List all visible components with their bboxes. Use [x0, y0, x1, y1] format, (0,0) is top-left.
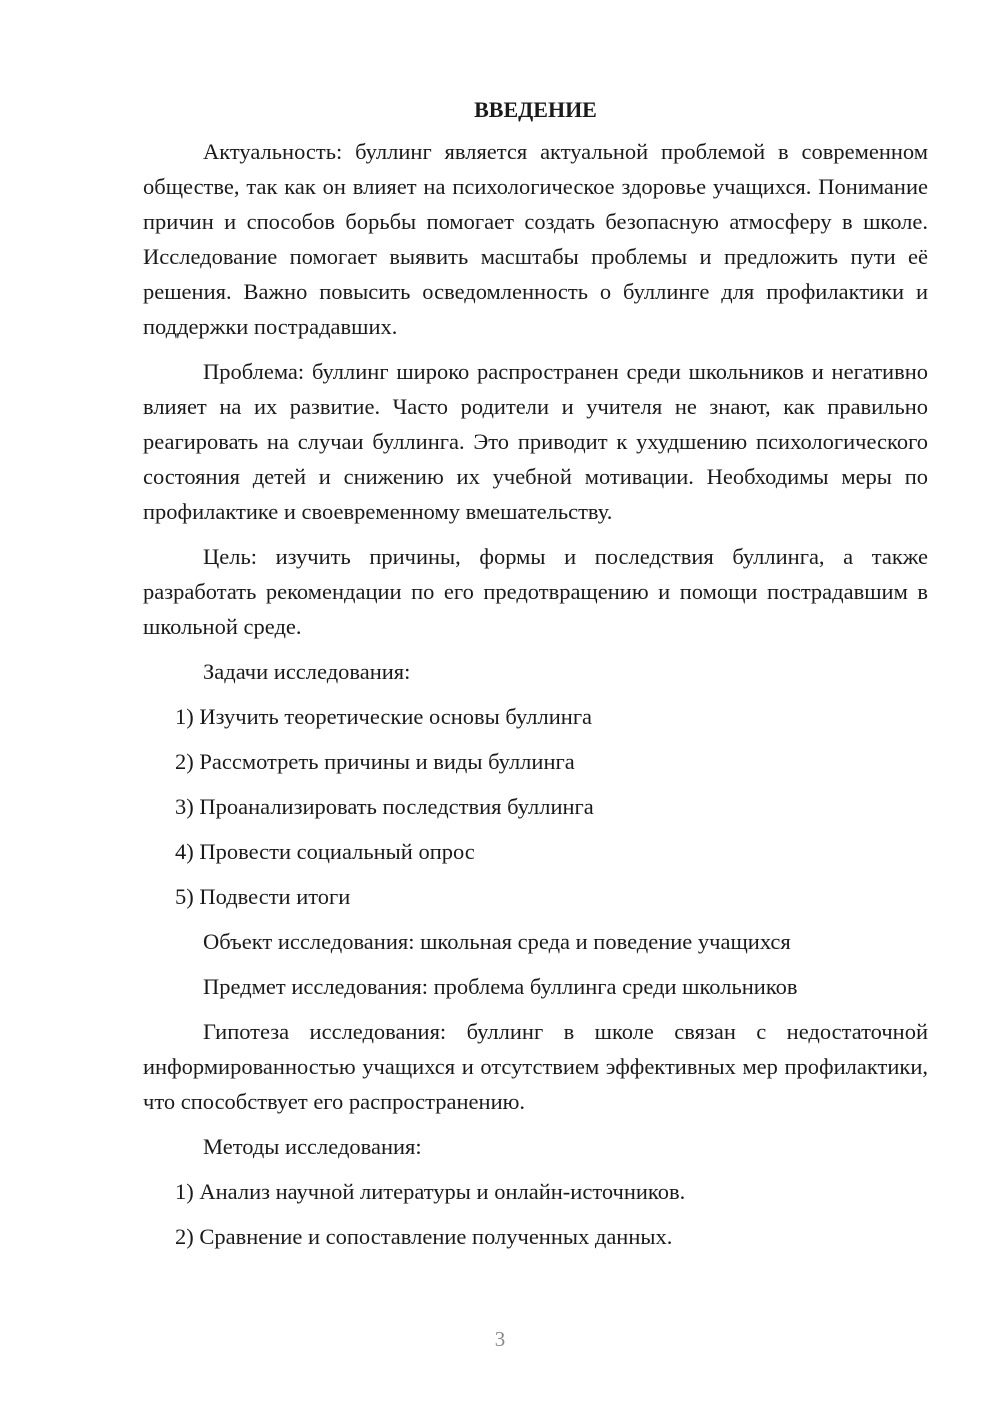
task-item: 1) Изучить теоретические основы буллинга [175, 704, 593, 729]
page-title: ВВЕДЕНИЕ [474, 97, 597, 122]
document-page [143, 92, 928, 1264]
methods-heading: Методы исследования: [203, 1134, 422, 1159]
hypothesis-paragraph: Гипотеза исследования: буллинг в школе связан с недостаточной информированностью учащихся и отсутствием эффективных мер профилактики, что способствует его распространению. [143, 1019, 928, 1114]
method-item: 1) Анализ научной литературы и онлайн-источников. [175, 1179, 686, 1204]
task-item: 2) Рассмотреть причины и виды буллинга [175, 749, 575, 774]
relevance-paragraph: Актуальность: буллинг является актуальной проблемой в современном обществе, так как он влияет на психологическое здоровье учащихся. Понимание причин и способов борьбы помогает создать безопасную атмосферу в школе. Исследование помогает выявить масштабы проблемы и предложить пути её решения. Важно повысить осведомленность о буллинге для профилактики и поддержки пострадавших. [143, 139, 928, 339]
goal-paragraph: Цель: изучить причины, формы и последствия буллинга, а также разработать рекомендации по его предотвращению и помощи пострадавшим в школьной среде. [143, 544, 928, 639]
task-item: 4) Провести социальный опрос [175, 839, 475, 864]
research-subject: Предмет исследования: проблема буллинга среди школьников [203, 974, 798, 999]
tasks-heading: Задачи исследования: [203, 659, 411, 684]
task-item: 3) Проанализировать последствия буллинга [175, 794, 594, 819]
problem-paragraph: Проблема: буллинг широко распространен среди школьников и негативно влияет на их развитие. Часто родители и учителя не знают, как правильно реагировать на случаи буллинга. Это приводит к ухудшению психологического состояния детей и снижению их учебной мотивации. Необходимы меры по профилактике и своевременному вмешательству. [143, 359, 928, 524]
method-item: 2) Сравнение и сопоставление полученных данных. [175, 1224, 673, 1249]
page-number: 3 [494, 1327, 506, 1351]
task-item: 5) Подвести итоги [175, 884, 351, 909]
research-object: Объект исследования: школьная среда и поведение учащихся [203, 929, 791, 954]
